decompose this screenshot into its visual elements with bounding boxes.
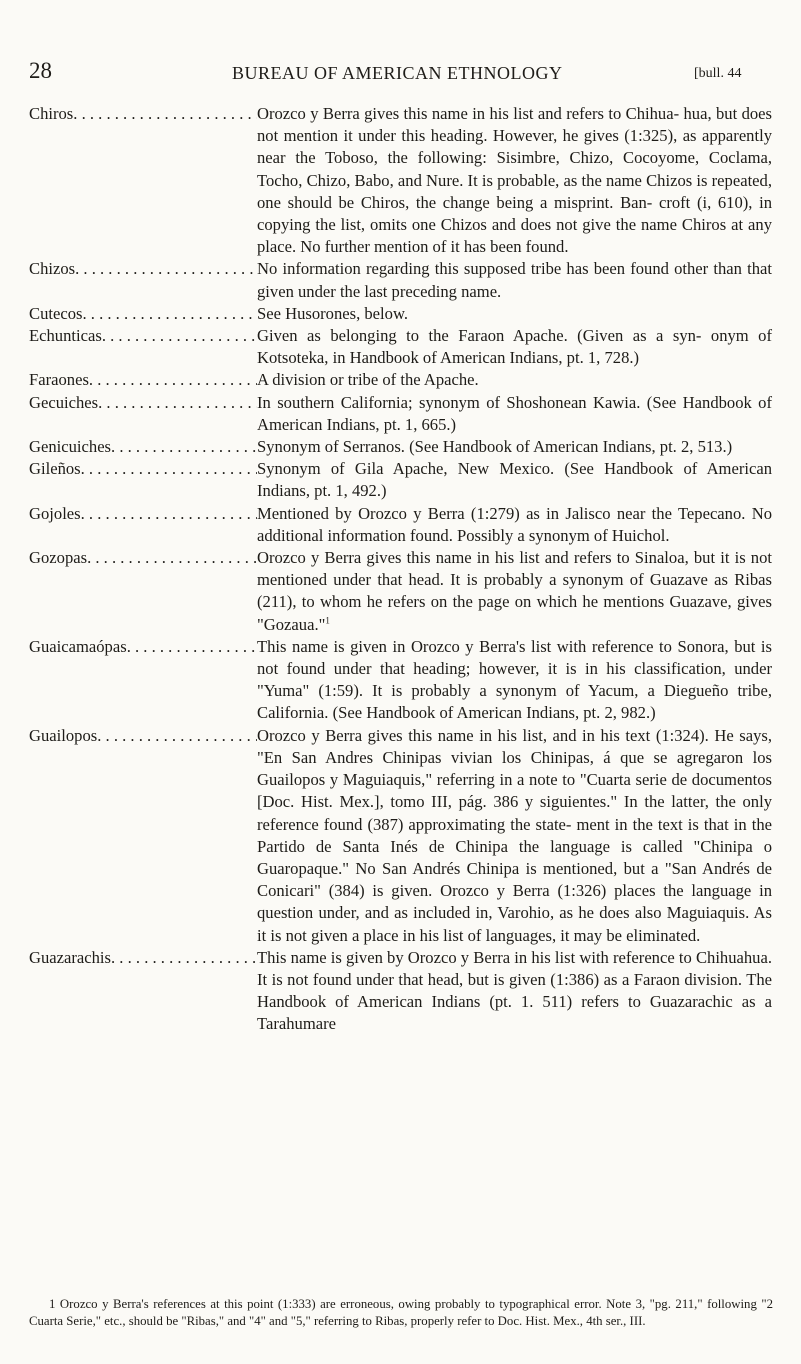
bulletin-ref: [bull. 44 [694, 66, 742, 81]
entry-term: Faraones [29, 370, 89, 390]
entry-definition: In southern California; synonym of Shoshonean Kawia. (See Handbook of American Indians, pt. 1, 665.) [257, 392, 772, 434]
entry-echunticas [0, 325, 801, 369]
dot-leader [102, 325, 257, 347]
entry-guazarachis [0, 947, 801, 1036]
entry-term: Chizos [29, 259, 76, 279]
entry-chizos [0, 258, 801, 302]
entry-cutecos [0, 303, 801, 325]
entry-definition: Mentioned by Orozco y Berra (1:279) as in Jalisco near the Tepecano. No additional information found. Possibly a synonym of Huichol. [257, 503, 772, 545]
entry-gilenos [0, 458, 801, 502]
dot-leader [82, 303, 257, 325]
page-header [0, 0, 801, 104]
entry-term: Chiros [29, 104, 74, 123]
dot-leader [87, 547, 257, 569]
entry-term: Gecuiches [29, 392, 99, 412]
entry-genicuiches [0, 436, 801, 458]
entry-gojoles [0, 503, 801, 547]
entry-guailopos [0, 725, 801, 947]
dot-leader [111, 436, 257, 458]
entry-term: Guailopos [29, 725, 98, 745]
entry-definition: No information regarding this supposed tribe has been found other than that given under the last preceding name. [257, 259, 772, 301]
running-head: BUREAU OF AMERICAN ETHNOLOGY [232, 63, 563, 83]
dot-leader [98, 392, 257, 414]
entry-gozopas [0, 547, 801, 636]
entry-guaicamaopas [0, 636, 801, 725]
entry-term: Gileños [29, 459, 81, 479]
entry-term: Echunticas [29, 326, 102, 346]
glossary-entries [0, 103, 801, 1036]
dot-leader [73, 103, 257, 125]
entry-term: Genicuiches [29, 437, 112, 457]
entry-definition: Orozco y Berra gives this name in his list and refers to Chihua- hua, but does not mention it under this heading. However, he gives (1:325), as apparently near the Toboso, the following: Sisimbre, Chizo, Cocoyome, Coclama, Tocho, Chizo, Babo, and Nure. It is probable, as the name Chizos is repeated, one should be Chiros, the change being a misprint. Ban- croft (i, 610), in copying the list, omits one Chizos and does not give the name Chiros at any place. No further mention of it has been found. [257, 104, 772, 257]
dot-leader [97, 725, 257, 747]
footnote-ref: 1 [325, 615, 330, 626]
entry-definition: See Husorones, below. [257, 303, 409, 323]
dot-leader [111, 947, 257, 969]
dot-leader [89, 369, 257, 391]
footnote: 1 Orozco y Berra's references at this point (1:333) are erroneous, owing probably to typographical error. Note 3, "pg. 211," following "2 Cuarta Serie," etc., should be "Ribas," and "4" and "5," referring to Ribas, properly refer to Doc. Hist. Mex., 4th ser., III. [29, 1297, 773, 1328]
dot-leader [75, 258, 257, 280]
dot-leader [81, 503, 257, 525]
entry-faraones [0, 369, 801, 391]
entry-definition: Orozco y Berra gives this name in his list, and in his text (1:324). He says, "En San Andres Chinipas vivian los Chinipas, á que se agregaron los Guailopos y Maguiaquis," referring in a note to "Cuarta serie de documentos [Doc. Hist. Mex.], tomo III, pág. 386 y siguientes." In the latter, the only reference found (387) approximating the state- ment in the text is that in the Partido de Santa Inés de Chinipa the language is called "Chinipa o Guaropaque." No San Andrés Chinipa is mentioned, but a "San Andrés de Conicari" (384) is given. Orozco y Berra (1:326) places the language in question under, and as included in, Varohio, as he does also Maguiaquis. As it is not given a place in his list of languages, it may be eliminated. [257, 725, 772, 945]
entry-definition: Synonym of Serranos. (See Handbook of American Indians, pt. 2, 513.) [257, 437, 733, 457]
entry-definition: This name is given by Orozco y Berra in his list with reference to Chihuahua. It is not found under that head, but is given (1:386) as a Faraon division. The Handbook of American Indians (pt. 1. 511) refers to Guazarachic as a Tarahumare [257, 947, 772, 1034]
entry-definition: Synonym of Gila Apache, New Mexico. (See Handbook of American Indians, pt. 1, 492.) [257, 459, 772, 501]
entry-definition: Given as belonging to the Faraon Apache. (Given as a syn- onym of Kotsoteka, in Handbook of American Indians, pt. 1, 728.) [257, 326, 772, 368]
page-number: 28 [29, 58, 52, 83]
entry-term: Cutecos [29, 303, 83, 323]
entry-definition: This name is given in Orozco y Berra's list with reference to Sonora, but is not found under that heading; however, it is in his classification, under "Yuma" (1:59). It is probably a synonym of Yacum, a Diegueño tribe, California. (See Handbook of American Indians, pt. 2, 982.) [257, 636, 772, 723]
entry-term: Gojoles [29, 503, 81, 523]
entry-definition-text: Orozco y Berra gives this name in his list and refers to Sinaloa, but it is not mentioned under that head. It is probably a synonym of Guazave as Ribas (211), to whom he refers on the page on which he mentions Guazave, gives "Gozaua." [257, 548, 772, 634]
entry-definition: A division or tribe of the Apache. [257, 370, 479, 390]
entry-chiros [0, 103, 801, 258]
entry-term: Guaicamaópas [29, 636, 127, 656]
entry-definition [257, 547, 772, 636]
entry-term: Guazarachis [29, 947, 111, 967]
dot-leader [127, 636, 257, 658]
entry-gecuiches [0, 392, 801, 436]
entry-term: Gozopas [29, 548, 88, 568]
dot-leader [81, 458, 257, 480]
